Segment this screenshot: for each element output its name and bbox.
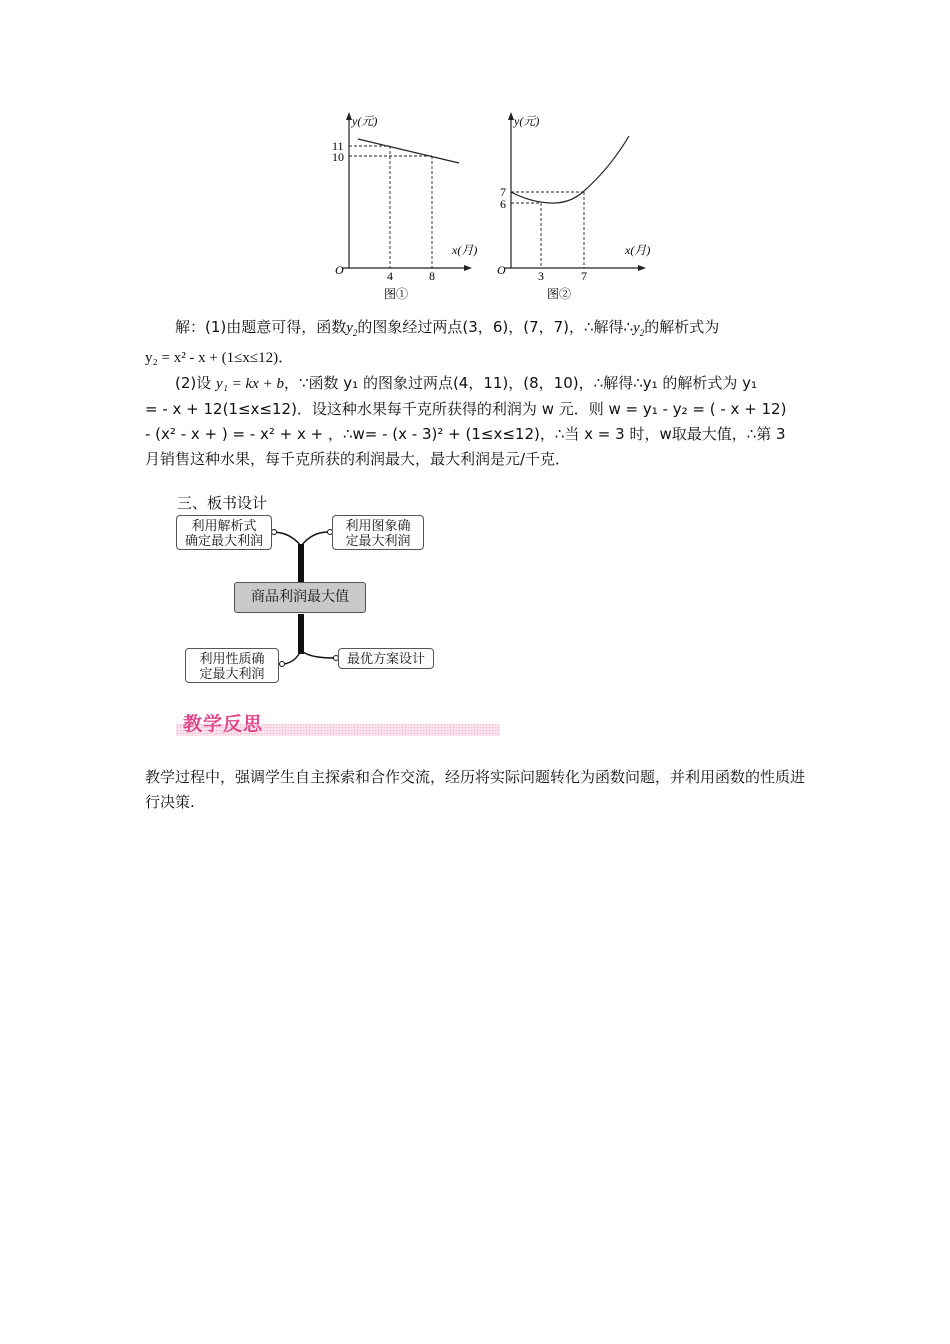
solution-line-1-y2b: $y_2$ — [633, 320, 645, 338]
graph-2-tick-3: 3 — [538, 269, 544, 283]
solution-line-1-y2: $y_2$ — [346, 320, 358, 338]
board-branch-top-right — [301, 532, 328, 546]
graph-2 — [490, 108, 660, 303]
solution-line-3 — [145, 371, 810, 397]
solution-line-4: = - x + 12(1≤x≤12)．设这种水果每千克所获得的利润为 w 元．则 w = y₁ - y₂ = ( - x + 12) — [145, 400, 787, 418]
graph-2-curve — [511, 136, 629, 203]
board-branch-bottom-right — [301, 650, 334, 658]
graph-2-tick-7x: 7 — [581, 269, 587, 283]
board-node-bottom-left-line-2: 定最大利润 — [199, 665, 265, 681]
board-node-bottom-right-label: 最优方案设计 — [346, 651, 425, 666]
solution-line-6: 月销售这种水果，每千克所获的利润最大，最大利润是元/千克． — [145, 450, 571, 468]
graph-2-caption: 图② — [547, 287, 572, 301]
solution-line-2: y₂ = x² - x + (1≤x≤12)． — [145, 350, 294, 366]
reflection-text: 教学过程中，强调学生自主探索和合作交流，经历将实际问题转化为函数问题，并利用函数的性质进行决策. — [145, 768, 806, 811]
board-trunk-bottom — [298, 614, 304, 654]
graph-1-caption: 图① — [384, 287, 409, 301]
board-node-top-left — [176, 515, 272, 550]
board-node-center — [234, 582, 366, 613]
board-node-dot-tl — [272, 530, 277, 535]
solution-line-1-text-a: 解：(1)由题意可得，函数 — [175, 318, 347, 336]
solution-line-1-text-c: 的解析式为 — [644, 318, 720, 336]
graph-2-y-label: y(元) — [514, 114, 540, 128]
solution-paragraph — [145, 315, 810, 472]
graph-2-tick-6: 6 — [500, 197, 506, 211]
board-node-top-right-line-2: 定最大利润 — [345, 532, 411, 548]
graph-1-tick-10: 10 — [332, 150, 344, 164]
solution-line-3-text-b: ，∵函数 y₁ 的图象过两点(4，11)，(8，10)，∴解得∴y₁ 的解析式为 y₁ — [283, 374, 758, 392]
board-node-bottom-left-line-1: 利用性质确 — [199, 650, 265, 666]
solution-line-1-text-b: 的图象经过两点(3，6)，(7，7)，∴解得∴ — [357, 318, 634, 336]
board-heading: 三、板书设计 — [177, 494, 268, 512]
board-node-bottom-left — [185, 648, 279, 683]
graph-1-tick-8: 8 — [429, 269, 435, 283]
graph-1 — [320, 108, 480, 303]
solution-line-3-formula: y₁ = kx + b — [216, 376, 284, 392]
board-branch-top-left — [272, 532, 301, 546]
board-node-top-left-line-1: 利用解析式 — [191, 517, 257, 533]
solution-line-1 — [145, 315, 810, 346]
reflection-title: 教学反思 — [183, 713, 264, 735]
solution-line-3-text-a: (2)设 — [175, 374, 217, 392]
graph-1-line — [358, 139, 459, 163]
solution-line-5: - (x² - x + ) = - x² + x + ，∴w= - (x - 3)² + (1≤x≤12)，∴当 x = 3 时，w取最大值，∴第 3 — [145, 425, 786, 443]
graph-1-x-label: x(月) — [452, 243, 478, 257]
graph-1-tick-11: 11 — [332, 139, 344, 153]
board-node-top-right — [332, 515, 424, 550]
graph-2-x-arrow — [638, 265, 646, 271]
board-trunk-top — [298, 544, 304, 584]
graph-1-tick-4: 4 — [387, 269, 393, 283]
board-node-bottom-right — [338, 648, 434, 669]
graph-1-y-label: y(元) — [352, 114, 378, 128]
board-node-top-right-line-1: 利用图象确 — [345, 517, 411, 533]
board-node-dot-bl — [280, 662, 285, 667]
graph-1-x-arrow — [464, 265, 472, 271]
board-node-top-left-line-2: 确定最大利润 — [184, 532, 263, 548]
graph-1-origin: O — [335, 263, 344, 277]
board-node-center-label: 商品利润最大值 — [251, 590, 349, 605]
graph-2-origin: O — [497, 263, 506, 277]
graph-2-tick-7: 7 — [500, 185, 506, 199]
graph-2-x-label: x(月) — [625, 243, 651, 257]
